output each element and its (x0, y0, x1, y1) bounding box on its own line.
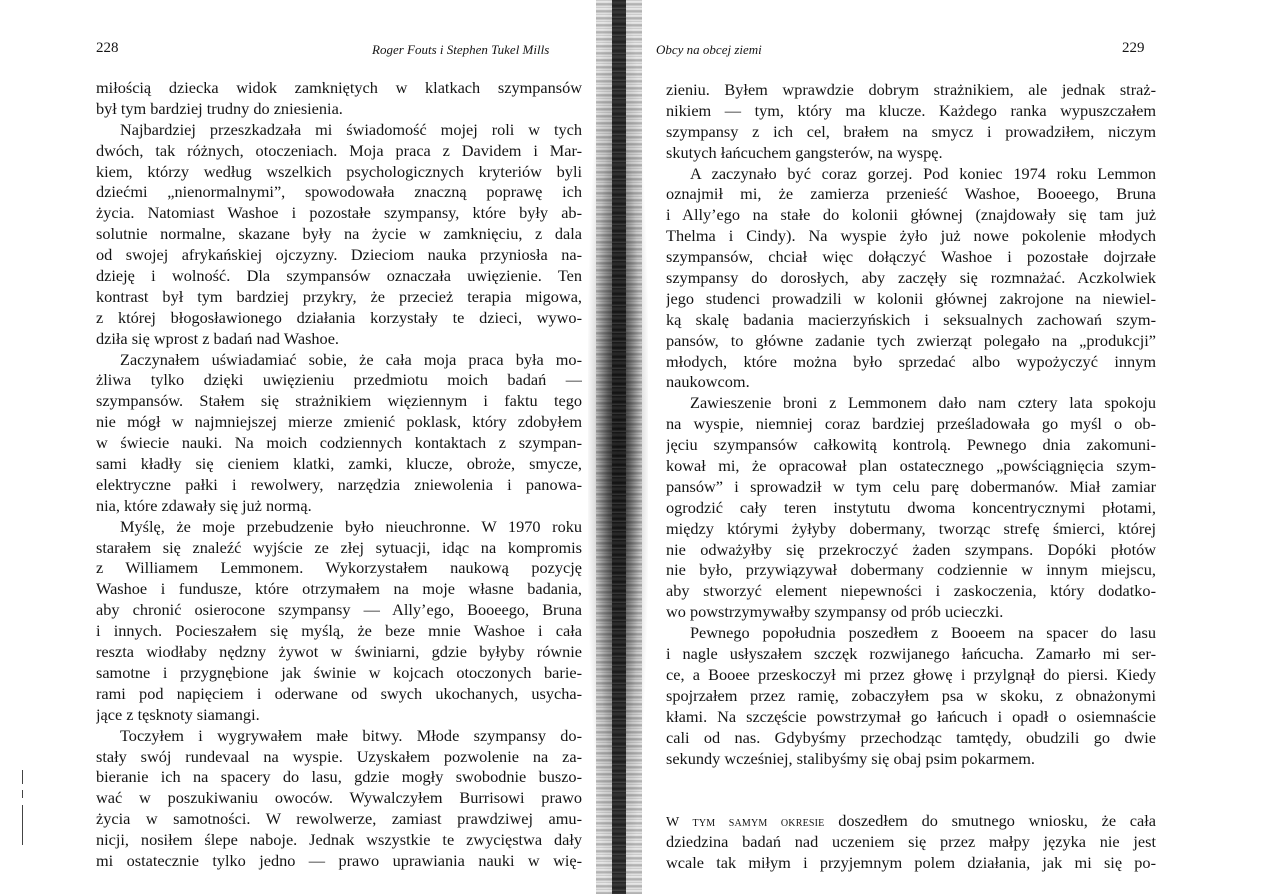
text-line: w świecie nauki. Na moich codziennych kontaktach z szympan- (96, 433, 582, 453)
text-line: A zaczynało być coraz gorzej. Pod koniec 1974 roku Lemmon (690, 163, 1156, 183)
text-line: życia w samotności. W rewolwerze, zamiast prawdziwej amu- (96, 809, 582, 829)
text-line: nie było, przywiązywał dobermany codziennie w innym miejscu, (666, 560, 1156, 580)
text-line: elektryczne pałki i rewolwery, narzędzia zniewolenia i panowa- (96, 474, 582, 494)
margin-mark (22, 770, 23, 784)
margin-mark (22, 790, 23, 798)
text-line: Najbardziej przeszkadzała mi świadomość mojej roli w tych (120, 119, 582, 139)
text-line: i Ally’ego na stałe do kolonii głównej (znajdowały się tam już (666, 205, 1156, 225)
page-number: 229 (1122, 40, 1145, 56)
text-line: stały swój rundevaal na wyspie. Uzyskałem pozwolenie na za- (96, 746, 582, 766)
running-head: Obcy na obcej ziemi (656, 42, 762, 57)
text-line: ce, a Booee przeskoczył mi przez głowę i przylgnął do piersi. Kiedy (666, 664, 1156, 684)
text-line: żliwa tylko dzięki uwięzieniu przedmiotu moich badań — (96, 370, 582, 390)
text-line: Zaczynałem uświadamiać sobie, że cała moja praca była mo- (120, 349, 582, 369)
page-body (666, 80, 1156, 874)
text-line: nie odważyłby się przekroczyć żaden szympans. Dopóki płotów (666, 539, 1156, 559)
text-line: samotne i przygnębione jak świnie w kojcach otoczonych barie- (96, 662, 582, 682)
text-line: nikiem — tym, który ma klucze. Każdego ranka wypuszczałem (666, 100, 1156, 120)
text-line: od swojej afrykańskiej ojczyzny. Dzieciom nauka przyniosła na- (96, 245, 582, 265)
text-line: i innych. Pocieszałem się myślą, że beze mnie Washoe i cała (96, 621, 582, 641)
margin-mark (22, 805, 23, 845)
text-line: nia, które zdawały się już normą. (96, 495, 312, 515)
text-line: szympansów. Stałem się strażnikiem więziennym i faktu tego (96, 391, 582, 411)
text-line: życia. Natomiast Washoe i pozostałe szympansy, które były ab- (96, 203, 582, 223)
text-line: kował mi, że opracował plan ostatecznego „powściągnięcia szym- (666, 456, 1156, 476)
page-body (96, 78, 582, 872)
text-line: dziedzina badań nad uczeniem się przez małpy języka nie jest (666, 832, 1156, 852)
text-line: Washoe i fundusze, które otrzymałem na moje własne badania, (96, 579, 582, 599)
text-line: oznajmił mi, że zamierza przenieść Washoe, Booeego, Bruna (666, 184, 1156, 204)
text-line: jące z tęsknoty siamangi. (96, 704, 260, 724)
text-line: nicji, nosiłem ślepe naboje. Jednak wszystkie te zwycięstwa dały (96, 830, 582, 850)
text-line: szympansy z ich cel, brałem na smycz i prowadziłem, niczym (666, 121, 1156, 141)
text-line: mi ostatecznie tylko jedno — prawo uprawiania nauki w wię- (96, 850, 582, 870)
text-line: spojrzałem przez ramię, zobaczyłem psa w skoku, z obnażonymi (666, 685, 1156, 705)
text-line: bieranie ich na spacery do lasu, gdzie mogły swobodnie buszo- (96, 767, 582, 787)
text-line: dziećmi „nienormalnymi”, spowodowała znaczną poprawę ich (96, 182, 582, 202)
text-line: sami kładły się cieniem klatki, zamki, klucze, obroże, smycze, (96, 454, 582, 474)
text-line: reszta wiodłaby nędzny żywot w świniarni, gdzie byłyby równie (96, 642, 582, 662)
right-page (620, 0, 1262, 894)
text-line: Toczyłem i wygrywałem małe bitwy. Młode szympansy do- (120, 725, 582, 745)
text-line: pansów, to główne zadanie tych zwierząt polegało na „produkcji” (666, 330, 1156, 350)
text-line: solutnie normalne, skazane były na życie w zamknięciu, z dala (96, 224, 582, 244)
text-line: ogrodzić cały teren instytutu dwoma koncentrycznymi płotami, (666, 497, 1156, 517)
text-line: Pewnego popołudnia poszedłem z Booeem na spacer do lasu (690, 623, 1156, 643)
text-line: jęciu szympansów całkowitą kontrolą. Pewnego dnia zakomuni- (666, 435, 1156, 455)
text-line: kłami. Na szczęście powstrzymał go łańcuch i opadł o osiemnaście (666, 706, 1156, 726)
text-line: dzieję i wolność. Dla szympansów oznaczała uwięzienie. Ten (96, 266, 582, 286)
text-line: był tym bardziej trudny do zniesienia. (96, 98, 343, 118)
text-line: szympansów, chciał więc dołączyć Washoe i pozostałe dojrzałe (666, 247, 1156, 267)
text-line: z której błogosławionego działania korzystały te dzieci, wywo- (96, 307, 582, 327)
text-line: między którymi żyłyby dobermany, tworząc strefę śmierci, której (666, 518, 1156, 538)
text-line: starałem się znaleźć wyjście ze złej sytuacji, idąc na kompromis (96, 537, 582, 557)
left-page (0, 0, 606, 894)
text-line: i nagle usłyszałem szczęk rozwijanego łańcucha. Zamarło mi ser- (666, 644, 1156, 664)
text-line: naukowcom. (666, 372, 750, 392)
text-line: rami pod napięciem i oderwane od swych ukochanych, usycha- (96, 683, 582, 703)
text-line: dziła się wprost z badań nad Washoe. (96, 328, 339, 348)
text-line: wać w poszukiwaniu owoców. Wywalczyłem Burrisowi prawo (96, 788, 582, 808)
text-line: Thelma i Cindy). Na wyspie żyło już nowe pokolenie młodych (666, 226, 1156, 246)
text-line: kontrast był tym bardziej przykry, że przecież terapia migowa, (96, 286, 582, 306)
text-line: Myślę, że moje przebudzenie było nieuchronne. W 1970 roku (120, 516, 582, 536)
page-number: 228 (96, 40, 119, 56)
text-line: miłością dziecka widok zamkniętych w klatkach szympansów (96, 78, 582, 97)
text-line: ką skalę badania macierzyńskich i seksualnych zachowań szym- (666, 309, 1156, 329)
text-line: aby chronić osierocone szympansy — Ally’ego, Booeego, Bruna (96, 600, 582, 620)
text-line: jego studenci prowadzili w kolonii głównej zakrojone na niewiel- (666, 288, 1156, 308)
text-line: Zawieszenie broni z Lemmonem dało nam cztery lata spokoju (690, 393, 1156, 413)
text-line: na wyspie, niemniej coraz bardziej prześladowała go myśl o ob- (666, 414, 1156, 434)
text-line: skutych łańcuchem gangsterów, na wyspę. (666, 142, 943, 162)
text-line: aby stworzyć element niepewności i zaskoczenia, który dodatko- (666, 581, 1156, 601)
text-line: kiem, którzy według wszelkich psychologicznych kryteriów byli (96, 161, 582, 181)
text-line: zieniu. Byłem wprawdzie dobrym strażnikiem, ale jednak straż- (666, 80, 1156, 99)
text-line: cali od nas. Gdybyśmy przechodząc tamtędy, obudzili go dwie (666, 727, 1156, 747)
text-line: dwóch, tak różnych, otoczeniach. Moja praca z Davidem i Mar- (96, 140, 582, 160)
text-line: nie mógł w najmniejszej mierze zmienić poklask, który zdobyłem (96, 412, 582, 432)
text-line: młodych, które można było sprzedać albo wypożyczyć innym (666, 351, 1156, 371)
text-line: pansów” i sprowadził w tym celu parę dobermanów. Miał zamiar (666, 476, 1156, 496)
text-line: szympansy do dorosłych, aby zaczęły się rozmnażać. Aczkolwiek (666, 268, 1156, 288)
section-break (666, 769, 1156, 790)
running-head: Roger Fouts i Stephen Tukel Mills (372, 42, 550, 57)
text-line: sekundy wcześniej, stalibyśmy się obaj psim pokarmem. (666, 748, 1035, 768)
text-line: wcale tak miłym i przyjemnym polem działania, jak mi się po- (666, 852, 1156, 872)
text-line: W tym samym okresie doszedłem do smutnego wniosku, że cała (666, 811, 1156, 831)
section-lead: W tym samym okresie (666, 815, 825, 831)
section-break (666, 790, 1156, 811)
text-line: z Williamem Lemmonem. Wykorzystałem naukową pozycję (96, 558, 582, 578)
text-line: wo powstrzymywałby szympansy od prób ucieczki. (666, 602, 1004, 622)
